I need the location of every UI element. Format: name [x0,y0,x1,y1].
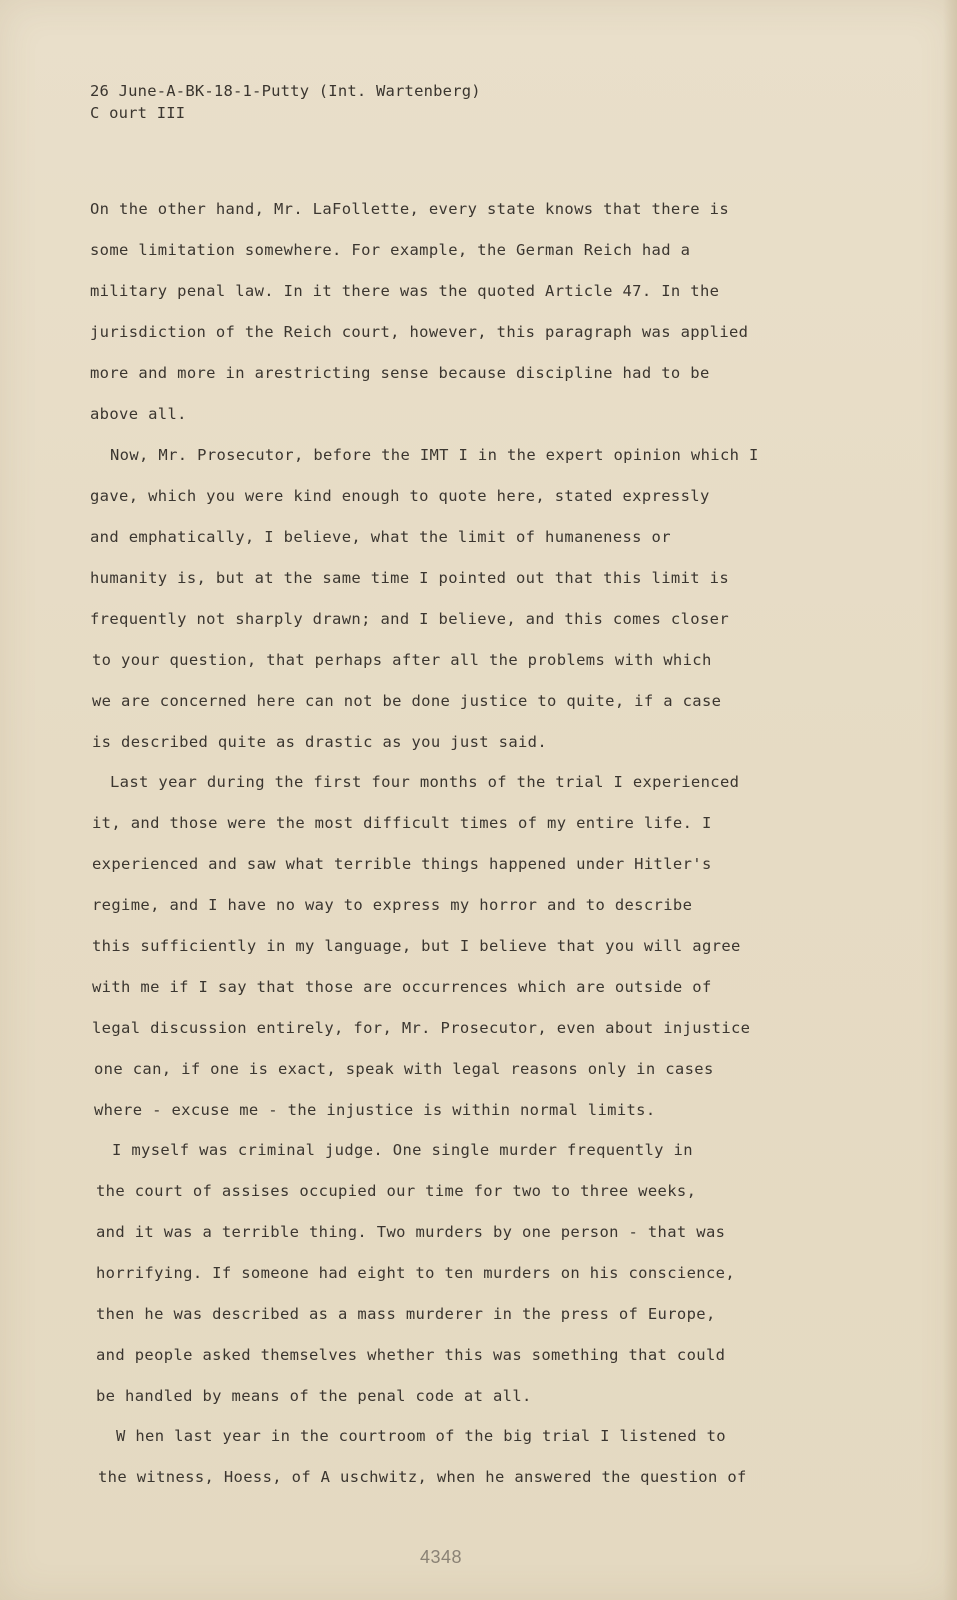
body-line: W hen last year in the courtroom of the big trial I listened to [116,1427,726,1445]
body-line: On the other hand, Mr. LaFollette, every state knows that there is [90,200,729,218]
body-line: gave, which you were kind enough to quote here, stated expressly [90,487,710,505]
body-line: this sufficiently in my language, but I believe that you will agree [92,937,741,955]
body-line: and it was a terrible thing. Two murders by one person - that was [96,1223,726,1241]
document-header [90,80,481,124]
body-line: with me if I say that those are occurrences which are outside of [92,978,712,996]
body-line: one can, if one is exact, speak with legal reasons only in cases [94,1060,714,1078]
page-number: 4348 [420,1547,463,1567]
body-line: above all. [90,405,187,423]
body-line: and emphatically, I believe, what the limit of humaneness or [90,528,671,546]
body-line: then he was described as a mass murderer in the press of Europe, [96,1305,716,1323]
body-line: and people asked themselves whether this was something that could [96,1346,726,1364]
body-line: horrifying. If someone had eight to ten murders on his conscience, [96,1264,735,1282]
body-line: Now, Mr. Prosecutor, before the IMT I in the expert opinion which I [110,446,759,464]
body-line: military penal law. In it there was the quoted Article 47. In the [90,282,720,300]
body-line: where - excuse me - the injustice is within normal limits. [94,1101,656,1119]
body-line: legal discussion entirely, for, Mr. Prosecutor, even about injustice [92,1019,751,1037]
body-line: I myself was criminal judge. One single murder frequently in [112,1141,693,1159]
body-line: it, and those were the most difficult times of my entire life. I [92,814,712,832]
header-session-line: 26 June-A-BK-18-1-Putty (Int. Wartenberg) [90,82,481,100]
body-line: the court of assises occupied our time for two to three weeks, [96,1182,697,1200]
body-line: is described quite as drastic as you just said. [92,733,548,751]
body-line: regime, and I have no way to express my horror and to describe [92,896,693,914]
body-line: some limitation somewhere. For example, the German Reich had a [90,241,691,259]
body-line: be handled by means of the penal code at all. [96,1387,532,1405]
body-line: humanity is, but at the same time I pointed out that this limit is [90,569,729,587]
body-line: experienced and saw what terrible things happened under Hitler's [92,855,712,873]
body-line: to your question, that perhaps after all the problems with which [92,651,712,669]
body-line: jurisdiction of the Reich court, however, this paragraph was applied [90,323,749,341]
body-line: we are concerned here can not be done justice to quite, if a case [92,692,722,710]
body-line: Last year during the first four months of the trial I experienced [110,773,740,791]
body-line: frequently not sharply drawn; and I believe, and this comes closer [90,610,729,628]
page-edge [943,0,957,1600]
header-court-line: C ourt III [90,104,186,122]
body-line: more and more in arestricting sense because discipline had to be [90,364,710,382]
body-line: the witness, Hoess, of A uschwitz, when he answered the question of [98,1468,747,1486]
